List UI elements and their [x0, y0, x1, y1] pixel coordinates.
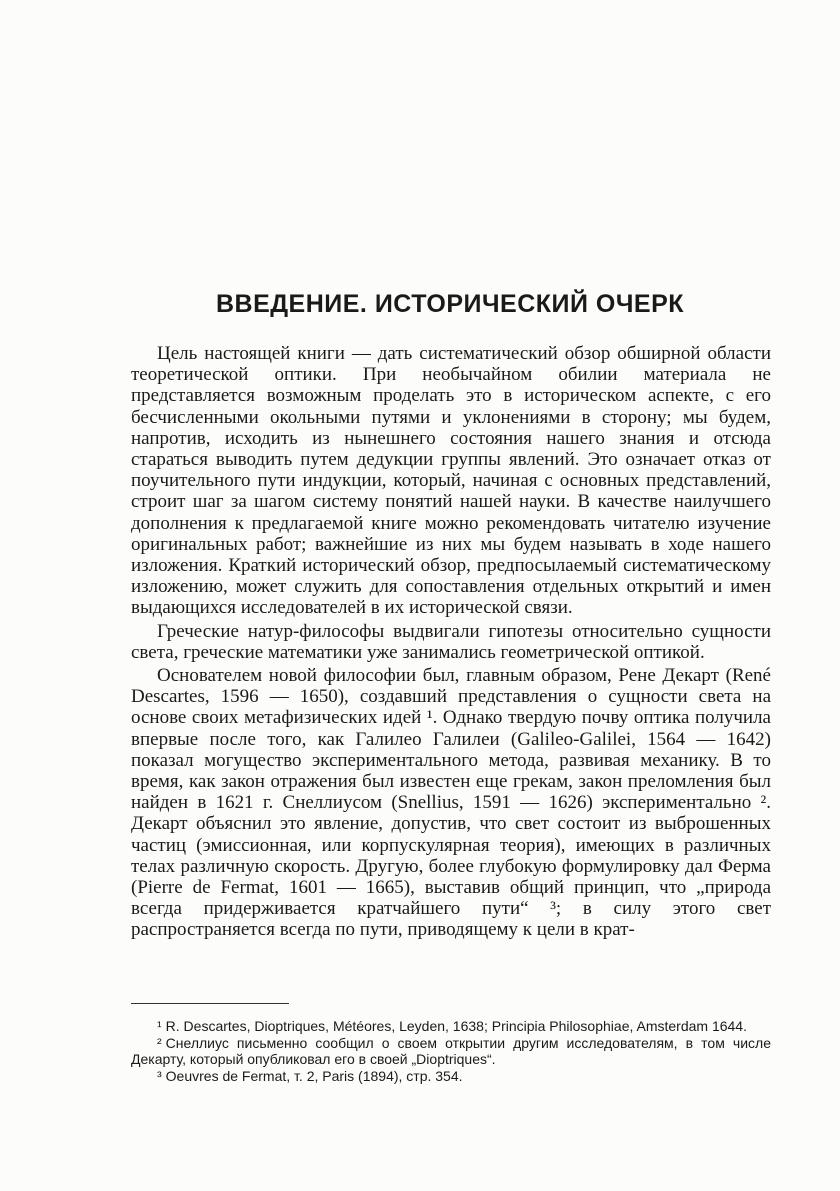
- footnote: [131, 1068, 771, 1085]
- paragraph: Цель настоящей книги — дать систематический обзор обширной области теоретической оптики. При необычайном обилии материала не представляется возможным проделать это в историческом аспекте, с его бесчисленными окольными путями и уклонениями в сторону; мы будем, напротив, исходить из нынешнего состояния нашего знания и отсюда стараться выводить путем дедукции группы явлений. Это означает отказ от поучительного пути индукции, который, начиная с основных представлений, строит шаг за шагом систему понятий нашей науки. В качестве наилучшего дополнения к предлагаемой книге можно рекомендовать читателю изучение оригинальных работ; важнейшие из них мы будем называть в ходе нашего изложения. Краткий исторический обзор, предпосылаемый систематическому изложению, может служить для сопоставления отдельных открытий и имен выдающихся исследователей в их исторической связи.: [131, 343, 771, 619]
- footnotes: [131, 1018, 771, 1084]
- paragraph: Основателем новой философии был, главным образом, Рене Декарт (René Descartes, 1596 — 1650), создавший представления о сущности света на основе своих метафизических идей ¹. Однако твердую почву оптика получила впервые после того, как Галилео Галилеи (Galileo-Galilei, 1564 — 1642) показал могущество экспериментального метода, развивая механику. В то время, как закон отражения был известен еще грекам, закон преломления был найден в 1621 г. Снеллиусом (Snellius, 1591 — 1626) экспериментально ². Декарт объяснил это явление, допустив, что свет состоит из выброшенных частиц (эмиссионная, или корпускулярная теория), имеющих в различных телах различную скорость. Другую, более глубокую формулировку дал Ферма (Pierre de Fermat, 1601 — 1665), выставив общий принцип, что „природа всегда придерживается кратчайшего пути“ ³; в силу этого свет распространяется всегда по пути, приводящему к цели в крат-: [131, 665, 771, 941]
- footnote-text: Снеллиус письменно сообщил о своем открытии другим исследователям, в том числе Декарту, который опубликовал его в своей „Dioptriques“.: [131, 1034, 771, 1067]
- footnote-text: R. Descartes, Dioptriques, Météores, Leyden, 1638; Principia Philosophiae, Amsterdam 1644.: [165, 1018, 747, 1034]
- footnote-text: Oeuvres de Fermat, т. 2, Paris (1894), стр. 354.: [165, 1067, 463, 1084]
- chapter-heading: ВВЕДЕНИЕ. ИСТОРИЧЕСКИЙ ОЧЕРК: [215, 290, 685, 318]
- footnote: [131, 1018, 771, 1035]
- paragraph: Греческие натур-философы выдвигали гипотезы относительно сущности света, греческие математики уже занимались геометрической оптикой.: [131, 620, 771, 663]
- footnote-number: ³: [157, 1067, 162, 1084]
- footnote-number: ²: [157, 1034, 162, 1051]
- footnote-number: ¹: [157, 1018, 162, 1034]
- footnote: [131, 1035, 771, 1068]
- body-text: [131, 343, 771, 941]
- footnote-separator: [131, 1003, 289, 1004]
